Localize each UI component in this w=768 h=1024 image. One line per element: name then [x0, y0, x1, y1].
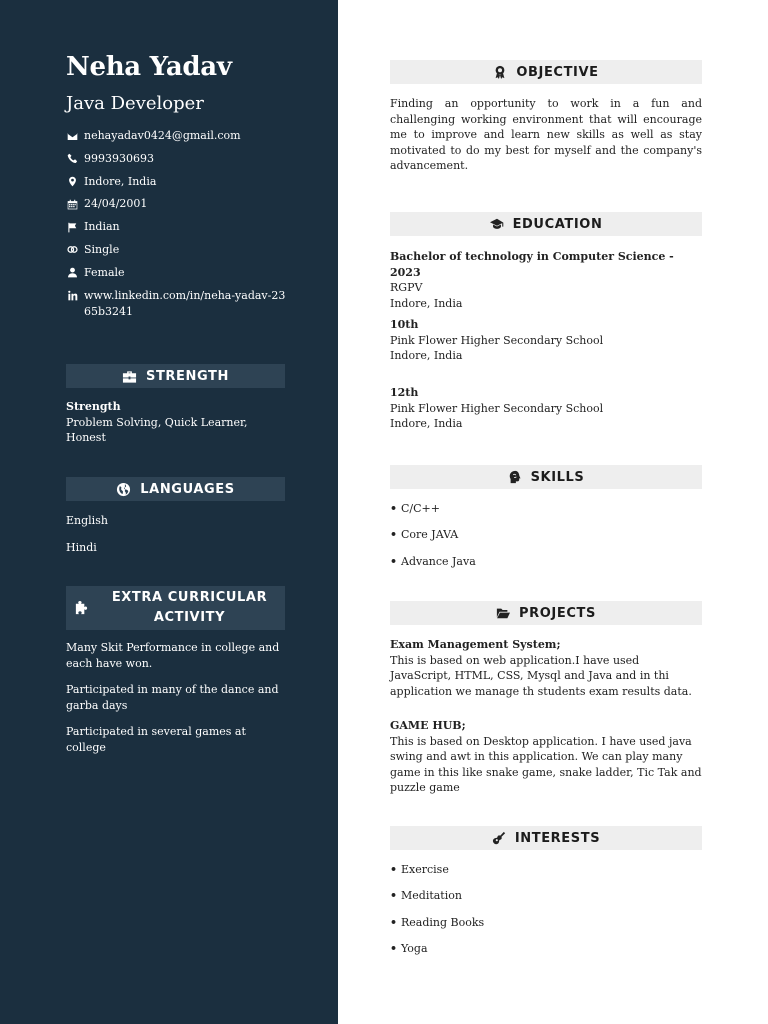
globe-icon [116, 482, 131, 497]
education-degree: 12th [390, 386, 419, 399]
candidate-name: Neha Yadav [66, 52, 232, 82]
contact-nationality: Indian [66, 219, 286, 235]
project-title: GAME HUB; [390, 719, 466, 732]
list-item: • Meditation [390, 889, 462, 903]
education-place: Indore, India [390, 417, 463, 430]
flag-icon [66, 219, 78, 235]
education-degree: Bachelor of technology in Computer Science - 2023 [390, 250, 674, 279]
education-entry-2 [390, 317, 702, 364]
education-school: RGPV [390, 281, 423, 294]
linkedin-icon [66, 288, 78, 304]
extra-item-3: Participated in several games at college [66, 725, 246, 754]
list-item: • Advance Java [390, 554, 476, 568]
award-icon [493, 65, 507, 79]
project-title: Exam Management System; [390, 638, 561, 651]
education-place: Indore, India [390, 296, 463, 310]
folder-open-icon [496, 606, 510, 620]
project-entry-2 [390, 718, 702, 796]
graduation-cap-icon [490, 217, 504, 231]
extra-curricular-heading: EXTRA CURRICULAR ACTIVITY [66, 586, 285, 630]
education-entry-3 [390, 385, 702, 432]
strength-text: Problem Solving, Quick Learner, Honest [66, 415, 248, 444]
candidate-role: Java Developer [66, 93, 204, 114]
interests-heading: INTERESTS [390, 826, 702, 850]
list-item: • Reading Books [390, 915, 485, 929]
skills-list [390, 501, 702, 580]
education-entry-1 [390, 249, 702, 311]
contact-email[interactable]: nehayadav0424@gmail.com [66, 128, 286, 144]
email-icon [66, 128, 78, 144]
contact-marital-status: Single [66, 242, 286, 258]
strength-label: Strength [66, 400, 121, 413]
list-item: • Core JAVA [390, 528, 459, 542]
strength-heading: STRENGTH [66, 364, 285, 388]
objective-heading: OBJECTIVE [390, 60, 702, 84]
education-degree: 10th [390, 318, 419, 331]
skills-heading: SKILLS [390, 465, 702, 489]
contact-phone[interactable]: 9993930693 [66, 151, 286, 167]
list-item: • Exercise [390, 863, 449, 876]
education-heading: EDUCATION [390, 212, 702, 236]
list-item: • Yoga [390, 941, 428, 955]
briefcase-icon [122, 369, 137, 384]
project-description: This is based on web application.I have used JavaScript, HTML, CSS, Mysql and Java and in thi application we manage th students exam results data. [390, 653, 692, 698]
projects-heading: PROJECTS [390, 601, 702, 625]
list-item: • C/C++ [390, 502, 440, 515]
education-place: Indore, India [390, 349, 463, 362]
interests-list [390, 862, 702, 967]
brain-icon [508, 470, 522, 484]
user-icon [66, 265, 78, 281]
location-icon [66, 174, 78, 190]
education-school: Pink Flower Higher Secondary School [390, 401, 604, 415]
extra-item-2: Participated in many of the dance and garba days [66, 683, 279, 712]
language-hindi: Hindi [66, 541, 97, 554]
contact-linkedin[interactable]: www.linkedin.com/in/neha-yadav-2365b3241 [66, 288, 286, 320]
education-school: Pink Flower Higher Secondary School [390, 333, 604, 347]
contact-list [66, 128, 286, 326]
strength-block [66, 399, 288, 446]
contact-location: Indore, India [66, 174, 286, 190]
phone-icon [66, 151, 78, 167]
puzzle-icon [74, 600, 89, 615]
guitar-icon [492, 831, 506, 845]
languages-heading: LANGUAGES [66, 477, 285, 501]
objective-text: Finding an opportunity to work in a fun and challenging working environment that will encourage me to improve and learn new skills as well as stay motivated to do my best for myself and the company's advancement. [390, 97, 702, 172]
project-description: This is based on Desktop application. I have used java swing and awt in this application. We can play many game in this like snake game, snake ladder, Tic Tak and puzzle game [390, 734, 702, 794]
project-entry-1 [390, 637, 702, 699]
contact-gender: Female [66, 265, 286, 281]
extra-item-1: Many Skit Performance in college and each have won. [66, 641, 280, 670]
rings-icon [66, 242, 78, 258]
calendar-icon [66, 196, 78, 212]
language-english: English [66, 514, 108, 527]
contact-birthdate: 24/04/2001 [66, 196, 286, 212]
